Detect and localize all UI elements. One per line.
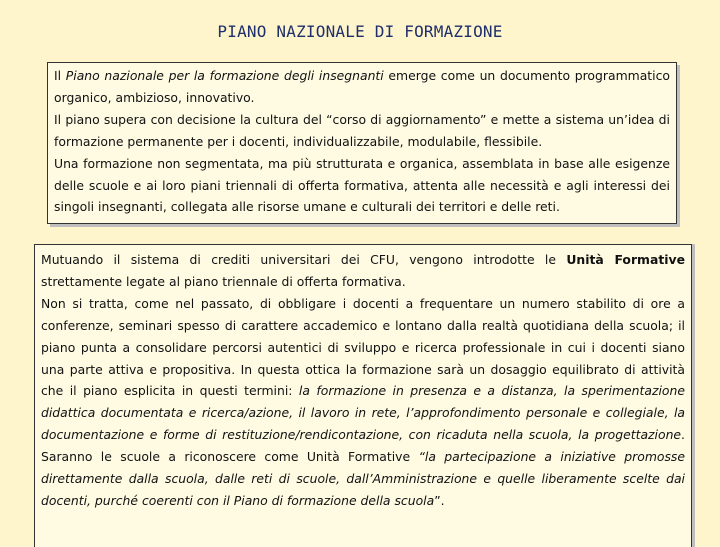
units-text-box	[34, 244, 692, 547]
page-title: PIANO NAZIONALE DI FORMAZIONE	[217, 22, 503, 41]
text-end: ”.	[434, 492, 445, 508]
units-bold: Unità Formative	[566, 252, 685, 267]
paragraph: Il piano supera con decisione la cultura del “corso di aggiornamento” e mette a sistema un’idea di formazione permanente per i docenti, individualizzabile, modulabile, flessibile.	[54, 111, 670, 149]
intro-text-box	[47, 62, 677, 224]
activities-italic: la formazione in presenza e a distanza, la sperimentazione didattica documentata e ricerca/azione, il lavoro in rete, l’approfondimento personale e collegiale, la documentazione e forme di restituzione/rendicontazione, con ricaduta nella scuola, la progettazione	[41, 383, 685, 443]
text-rest: emerge come un documento programmatico organico, ambizioso, innovativo.	[54, 68, 670, 105]
text-lead: Il	[54, 68, 66, 83]
paragraph	[41, 293, 685, 512]
text-rest: strettamente legate al piano triennale di offerta formativa.	[41, 273, 406, 289]
plan-title-italic: Piano nazionale per la formazione degli insegnanti	[65, 68, 384, 83]
text-lead: Non si tratta, come nel passato, di obbligare i docenti a frequentare un numero stabilito di ore a conferenze, seminari spesso di carattere accademico e lontano dalla realtà quotidiana della scuola; il piano punta a consolidare percorsi autentici di sviluppo e ricerca professionale in cui i docenti siano una parte attiva e propositiva. In questa ottica la formazione sarà un dosaggio equilibrato di attività che il piano esplicita in questi termini:	[41, 295, 685, 399]
paragraph: Una formazione non segmentata, ma più strutturata e organica, assemblata in base alle esigenze delle scuole e ai loro piani triennali di offerta formativa, attenta alle necessità e agli interessi dei singoli insegnanti, collegata alle risorse umane e culturali dei territori e delle reti.	[54, 155, 670, 215]
text-lead: Mutuando il sistema di crediti universitari dei CFU, vengono introdotte le	[41, 252, 567, 267]
text-mid: . Saranno le scuole a riconoscere come Unità Formative	[41, 427, 685, 465]
quote-italic: “la partecipazione a iniziative promosse direttamente dalla scuola, dalle reti di scuole, dall’Amministrazione e quelle liberamente scelte dai docenti, purché coerenti con il Piano di formazione della scuola	[41, 449, 685, 508]
paragraph	[54, 65, 670, 109]
paragraph	[41, 249, 685, 293]
